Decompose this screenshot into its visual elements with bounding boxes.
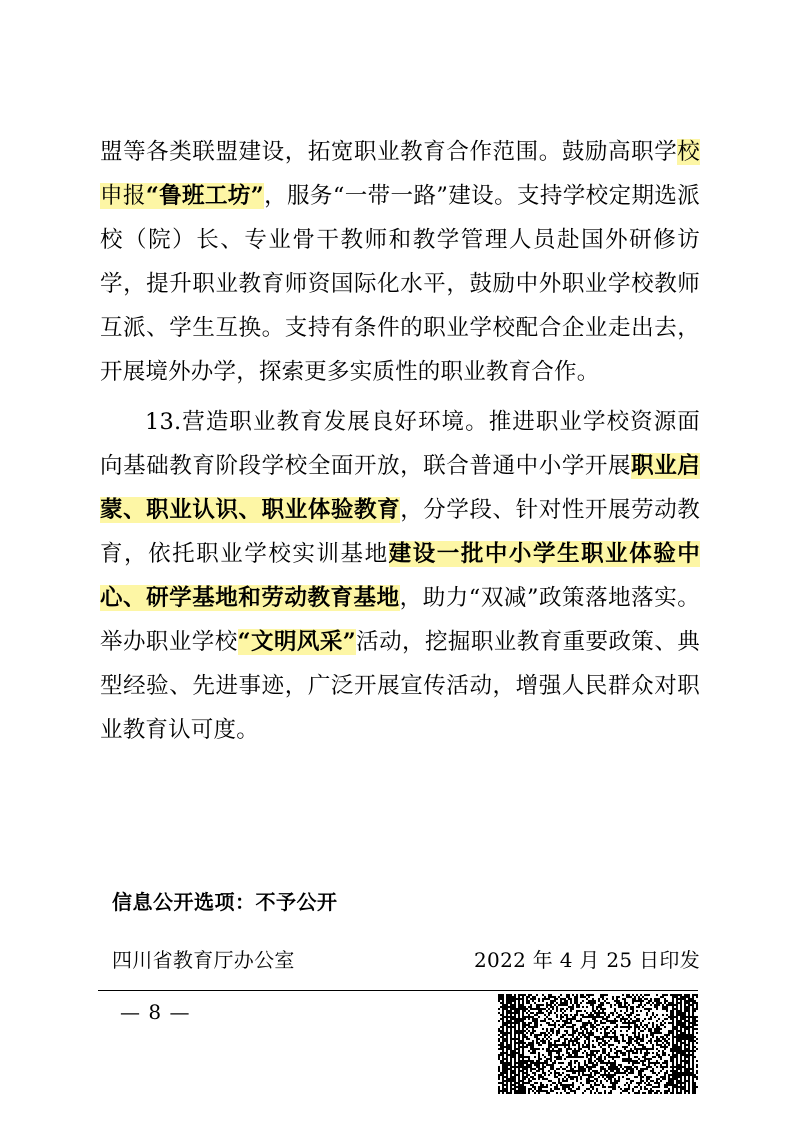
text-run: 职业启蒙、职业认识、职业体验教育 [100,453,700,523]
text-run: 建设一批中小学生职业体验中心、研学基地和劳动教育基地 [100,541,700,611]
footer-divider [98,990,698,991]
text-run: 盟等各类联盟建设，拓宽职业教育合作范围。鼓励高职学 [100,139,678,165]
text-run: 校申报 [100,139,700,209]
text-run: “鲁班工坊” [145,183,264,209]
text-run: ，助力“双减”政策落地落实。举办职业学校 [100,585,700,655]
text-run: ，分学段、针对性开展劳动教育，依托职业学校实训基地 [100,497,700,567]
issue-date: 2022 年 4 月 25 日印发 [474,948,700,972]
page-number: — 8 — [120,1000,191,1024]
qr-code [498,994,698,1094]
text-run: ，服务“一带一路”建设。支持学校定期选派校（院）长、专业骨干教师和教学管理人员赴国外研修访学，提升职业教育师资国际化水平，鼓励中外职业学校教师互派、学生互换。支持有条件的职业学校配合企业走出去，开展境外办学，探索更多实质性的职业教育合作。 [100,183,700,385]
issuer-name: 四川省教育厅办公室 [112,948,295,972]
text-run: “文明风采” [237,629,356,655]
disclosure-label: 信息公开选项： [112,890,256,914]
document-body [100,130,700,752]
disclosure-value: 不予公开 [255,890,338,914]
text-run: 活动，挖掘职业教育重要政策、典型经验、先进事迹，广泛开展宣传活动，增强人民群众对职业教育认可度。 [100,629,700,743]
text-run: 13.营造职业教育发展良好环境。推进职业学校资源面向基础教育阶段学校全面开放，联合普通中小学开展 [100,409,700,479]
paragraph-item-13 [100,400,700,752]
paragraph-continued [100,130,700,394]
issuer-row [112,944,700,973]
disclosure-line [112,886,338,915]
